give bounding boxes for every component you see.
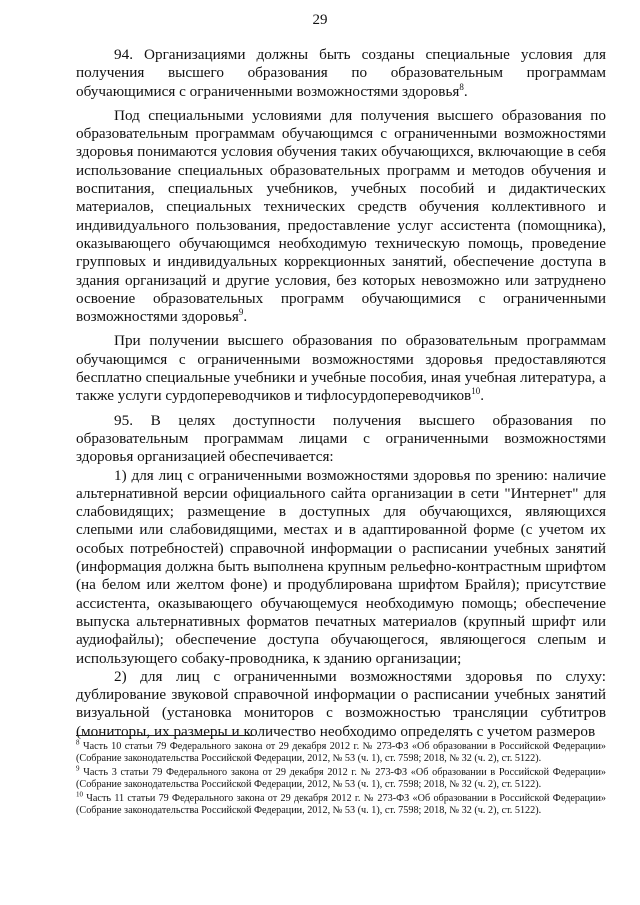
paragraph-text: Под специальными условиями для получения высшего образования по образовательным программам обучающимся с ограниченными возможностями здоровья понимаются условия обучения таких обучающихся, включающие в себя использование специальных образовательных программ и методов обучения и воспитания, специальных учебников, учебных пособий и дидактических материалов, специальных технических средств обучения коллективного и индивидуального пользования, предоставление услуг ассистента (помощника), оказывающего обучающимся необходимую техническую помощь, проведение групповых и индивидуальных коррекционных занятий, обеспечение доступа в здания организаций и другие условия, без которых невозможно или затруднено освоение образовательных программ обучающимися с ограниченными возможностями здоровья bbox=[76, 106, 606, 326]
footnote-ref: 10 bbox=[471, 386, 481, 397]
paragraph-special-conditions: Под специальными условиями для получения высшего образования по образовательным программам обучающимся с ограниченными возможностями здоровья понимаются условия обучения таких обучающихся, включающие в себя использование специальных образовательных программ и методов обучения и воспитания, специальных учебников, учебных пособий и дидактических материалов, специальных технических средств обучения коллективного и индивидуального пользования, предоставление услуг ассистента (помощника), оказывающего обучающимся необходимую техническую помощь, проведение групповых и индивидуальных коррекционных занятий, обеспечение доступа в здания организаций и другие условия, без которых невозможно или затруднено освоение образовательных программ обучающимися с ограниченными возможностями здоровья$^9$. bbox=[76, 106, 606, 326]
paragraph-95 bbox=[76, 412, 606, 467]
paragraph-94: 94. Организациями должны быть созданы специальные условия для получения высшего образования по образовательным программам обучающимися с ограниченными возможностями здоровья$^8$. bbox=[76, 46, 606, 100]
paragraph-text: 94. Организациями должны быть созданы специальные условия для получения высшего образования по образовательным программам обучающимися с ограниченными возможностями здоровья bbox=[76, 46, 606, 100]
footnote-8 bbox=[76, 738, 607, 766]
paragraph-hearing bbox=[76, 668, 606, 741]
footnote-divider bbox=[76, 735, 254, 736]
paragraph-text: 95. В целях доступности получения высшего образования по образовательным программам лицами с ограниченными возможностями здоровья организацией обеспечивается: bbox=[76, 411, 606, 466]
footnote-text: Часть 10 статьи 79 Федерального закона от 29 декабря 2012 г. № 273-ФЗ «Об образовании в Российской Федерации» (Собрание законодательства Российской Федерации, 2012, № 53 (ч. 1), ст. 7598; 2018, № 32 (ч. 2), ст. 5122). bbox=[76, 741, 607, 765]
footnote-ref: 9 bbox=[238, 307, 244, 318]
footnote-text: Часть 3 статьи 79 Федерального закона от 29 декабря 2012 г. № 273-ФЗ «Об образовании в Российской Федерации» (Собрание законодательства Российской Федерации, 2012, № 53 (ч. 1), ст. 7598; 2018, № 32 (ч. 2), ст. 5122). bbox=[76, 766, 607, 791]
paragraph-text: 2) для лиц с ограниченными возможностями здоровья по слуху: дублирование звуковой справочной информации о расписании учебных занятий визуальной (установка мониторов с возможностью трансляции субтитров (мониторы, их размеры и количество необходимо определять с учетом размеров bbox=[76, 667, 606, 740]
footnote-ref: 8 bbox=[459, 81, 464, 92]
paragraph-text: При получении высшего образования по образовательным программам обучающимся с ограниченными возможностями здоровья предоставляются бесплатно специальные учебники и учебные пособия, иная учебная литература, а также услуги сурдопереводчиков и тифлосурдопереводчиков bbox=[76, 332, 606, 405]
main-text bbox=[76, 46, 606, 741]
footnote-10 bbox=[76, 790, 606, 818]
paragraph-text: 1) для лиц с ограниченными возможностями здоровья по зрению: наличие альтернативной версии официального сайта организации в сети "Интернет" для слабовидящих; размещение в доступных для обучающихся, являющихся слепыми или слабовидящими, местах и в адаптированной форме (с учетом их особых потребностей) справочной информации о расписании учебных занятий (информация должна быть выполнена крупным рельефно-контрастным шрифтом (на белом или желтом фоне) и продублирована шрифтом Брайля); присутствие ассистента, оказывающего обучающемуся необходимую помощь; обеспечение выпуска альтернативных форматов печатных материалов (крупный шрифт или аудиофайлы); обеспечение доступа обучающегося, являющегося слепым и использующего собаку-проводника, к зданию организации; bbox=[76, 466, 606, 667]
footnote-9 bbox=[76, 764, 607, 792]
footnote-mark: 10 bbox=[76, 790, 83, 799]
paragraph-free-textbooks: При получении высшего образования по образовательным программам обучающимся с ограниченными возможностями здоровья предоставляются бесплатно специальные учебники и учебные пособия, иная учебная литература, а также услуги сурдопереводчиков и тифлосурдопереводчиков$^{10}$. bbox=[76, 332, 606, 405]
footnote-mark: 9 bbox=[76, 764, 80, 773]
footnote-mark: 8 bbox=[76, 738, 80, 747]
footnote-text: Часть 11 статьи 79 Федерального закона от 29 декабря 2012 г. № 273-ФЗ «Об образовании в Российской Федерации» (Собрание законодательства Российской Федерации, 2012, № 53 (ч. 1), ст. 7598; 2018, № 32 (ч. 2), ст. 5122). bbox=[76, 792, 606, 817]
page-number: 29 bbox=[312, 12, 328, 28]
paragraph-vision bbox=[76, 467, 606, 668]
footnotes bbox=[76, 738, 607, 818]
